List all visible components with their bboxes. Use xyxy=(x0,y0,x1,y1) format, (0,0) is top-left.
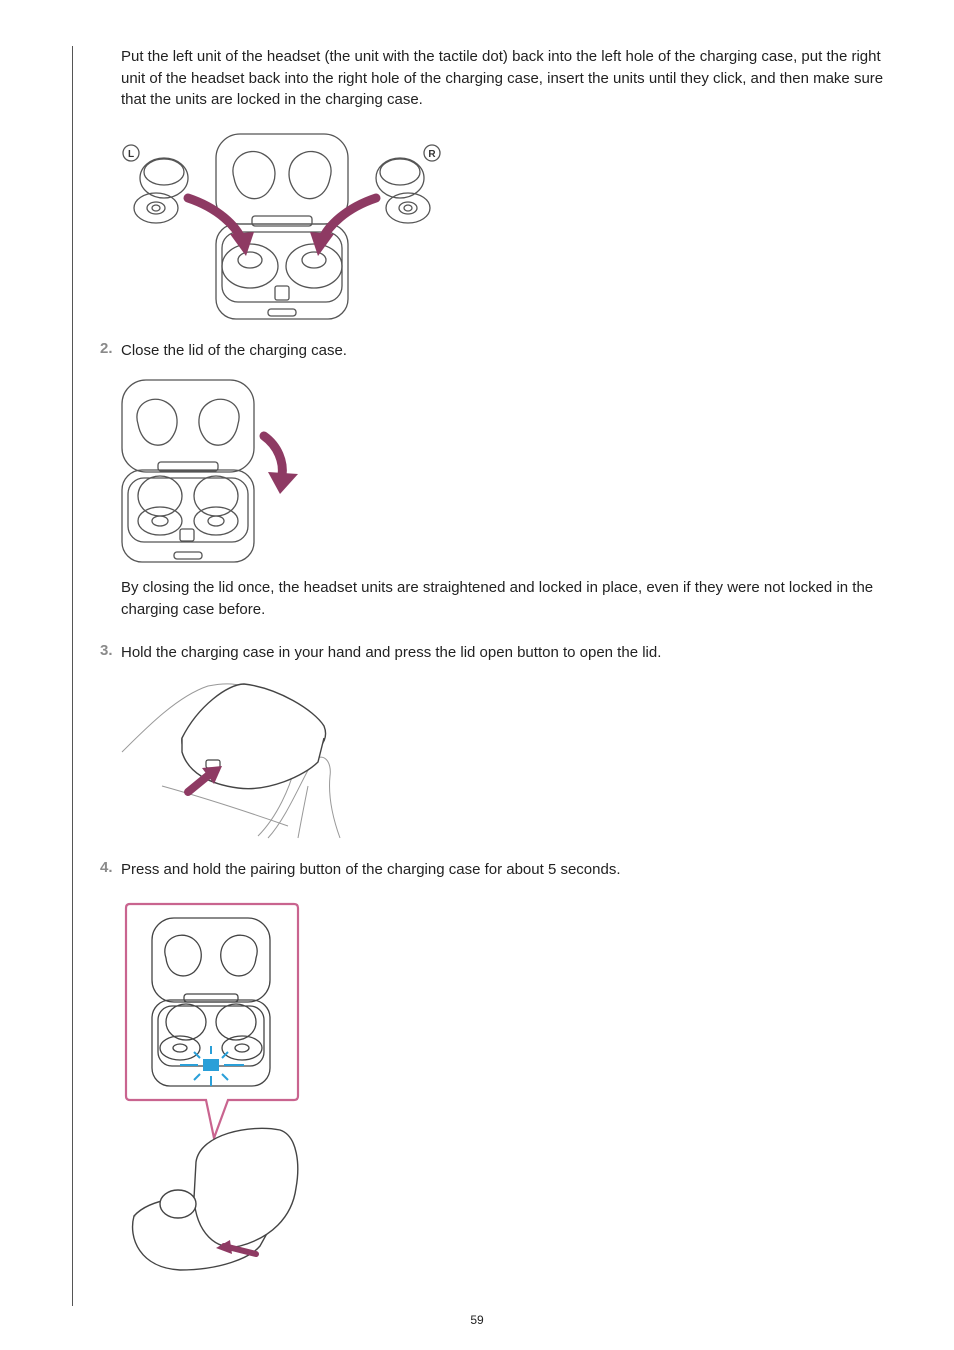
step-3-text: Hold the charging case in your hand and press the lid open button to open the lid. xyxy=(121,644,662,661)
left-marker-label: L xyxy=(127,149,135,160)
press-arrow-icon xyxy=(188,774,210,792)
figure-close-lid xyxy=(118,376,308,566)
right-marker-label: R xyxy=(428,149,436,160)
arrow-down-icon xyxy=(264,436,282,476)
step-3-number: 3. xyxy=(100,642,113,659)
left-margin-rule xyxy=(72,46,73,1306)
figure-press-lid-button xyxy=(118,676,353,841)
intro-paragraph: Put the left unit of the headset (the unit with the tactile dot) back into the left hole of the charging case, put the right unit of the headset back into the right hole of the charging case, insert the units until they click, and then make sure that the units are locked in the charging case. xyxy=(121,48,884,108)
step-2-text: Close the lid of the charging case. xyxy=(121,342,347,359)
step-4-text: Press and hold the pairing button of the charging case for about 5 seconds. xyxy=(121,861,621,878)
figure-insert-units xyxy=(118,128,448,323)
page-number: 59 xyxy=(470,1313,484,1327)
step-4-number: 4. xyxy=(100,859,113,876)
step-2-number: 2. xyxy=(100,340,113,357)
step-2-note: By closing the lid once, the headset units are straightened and locked in place, even if they were not locked in the charging case before. xyxy=(121,579,874,618)
figure-pairing-button xyxy=(120,898,305,1278)
